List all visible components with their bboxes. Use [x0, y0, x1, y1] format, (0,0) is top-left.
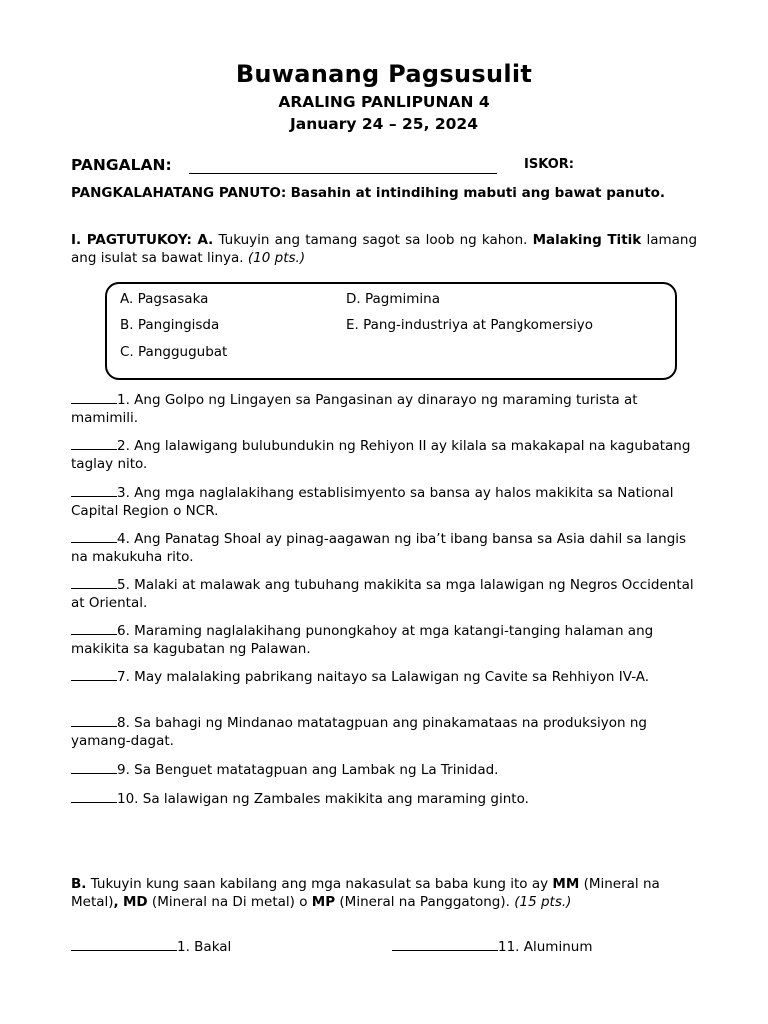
question-text: 7. May malalaking pabrikang naitayo sa Lalawigan ng Cavite sa Rehhiyon IV-A.: [117, 669, 650, 685]
question-text: 3. Ang mga naglalakihang establisimyento sa bansa ay halos makikita sa National Capital Region o NCR.: [71, 485, 674, 519]
exam-date: January 24 – 25, 2024: [289, 115, 478, 133]
part-b-text-1: Tukuyin kung saan kabilang ang mga nakasulat sa baba kung ito ay: [90, 876, 549, 892]
part-a-text-1: Tukuyin ang tamang sagot sa loob ng kahon.: [218, 232, 528, 248]
answer-blank[interactable]: [71, 790, 117, 803]
part-b-instructions: [71, 875, 697, 911]
subject-title: ARALING PANLIPUNAN 4: [278, 93, 490, 111]
general-instructions-text: Basahin at intindihing mabuti ang bawat panuto.: [290, 185, 666, 201]
general-instructions-label: PANGKALAHATANG PANUTO:: [71, 185, 287, 201]
question-item: [71, 622, 697, 658]
choice-c: C. Panggugubat: [120, 344, 228, 360]
choice-a: A. Pagsasaka: [120, 291, 209, 307]
page-title: Buwanang Pagsusulit: [235, 60, 533, 88]
student-info-row: [71, 156, 697, 178]
mp-code: MP: [311, 894, 336, 910]
part-b-item-text: 11. Aluminum: [498, 939, 593, 955]
question-item: [71, 668, 697, 686]
part-b-label: B.: [71, 876, 87, 892]
question-text: 1. Ang Golpo ng Lingayen sa Pangasinan ay dinarayo ng maraming turista at mamimili.: [71, 392, 638, 426]
question-item: [71, 484, 697, 520]
md-description: (Mineral na Di metal) o: [151, 894, 308, 910]
answer-blank[interactable]: [71, 576, 117, 589]
choices-box: [105, 282, 677, 380]
part-a-points: (10 pts.): [247, 250, 306, 266]
question-item: [71, 714, 697, 750]
part-b-points: (15 pts.): [514, 894, 572, 910]
answer-blank[interactable]: [71, 530, 117, 543]
answer-blank[interactable]: [71, 484, 117, 497]
question-text: 6. Maraming naglalakihang punongkahoy at mga katangi-tanging halaman ang makikita sa kagubatan ng Palawan.: [71, 623, 654, 657]
part-a-bold-text: Malaking Titik: [532, 232, 642, 248]
choice-e: E. Pang-industriya at Pangkomersiyo: [346, 317, 593, 333]
question-text: 10. Sa lalawigan ng Zambales makikita ang maraming ginto.: [117, 791, 529, 807]
question-item: [71, 530, 697, 566]
answer-blank[interactable]: [71, 668, 117, 681]
part-a-heading: I. PAGTUTUKOY: A.: [71, 232, 214, 248]
question-text: 8. Sa bahagi ng Mindanao matatagpuan ang pinakamataas na produksiyon ng yamang-dagat.: [71, 715, 647, 749]
part-a-instructions: [71, 231, 697, 267]
part-b-item: [392, 938, 692, 956]
answer-blank[interactable]: [71, 391, 117, 404]
answer-blank[interactable]: [71, 437, 117, 450]
part-b-item: [71, 938, 371, 956]
answer-blank[interactable]: [71, 714, 117, 727]
answer-blank[interactable]: [71, 761, 117, 774]
mm-description: (Mineral na Metal): [71, 876, 660, 910]
name-field[interactable]: [189, 173, 497, 174]
name-label: PANGALAN:: [71, 156, 172, 174]
question-text: 9. Sa Benguet matatagpuan ang Lambak ng La Trinidad.: [117, 762, 499, 778]
general-instructions: [71, 184, 697, 202]
choice-d: D. Pagmimina: [346, 291, 440, 307]
question-item: [71, 437, 697, 473]
question-item: [71, 761, 697, 779]
answer-blank[interactable]: [71, 622, 117, 635]
question-text: 4. Ang Panatag Shoal ay pinag-aagawan ng iba’t ibang bansa sa Asia dahil sa langis na makukuha rito.: [71, 531, 687, 565]
question-text: 5. Malaki at malawak ang tubuhang makikita sa mga lalawigan ng Negros Occidental at Oriental.: [71, 577, 694, 611]
question-text: 2. Ang lalawigang bulubundukin ng Rehiyon II ay kilala sa makakapal na kagubatang taglay nito.: [71, 438, 691, 472]
score-label: ISKOR:: [524, 157, 574, 172]
part-b-item-text: 1. Bakal: [177, 939, 232, 955]
md-code: MD: [122, 894, 148, 910]
answer-blank[interactable]: [71, 938, 177, 951]
part-a-text-2: lamang ang isulat sa bawat linya.: [71, 232, 698, 266]
comma: ,: [113, 894, 119, 910]
question-item: [71, 576, 697, 612]
choice-b: B. Pangingisda: [120, 317, 220, 333]
mm-code: MM: [552, 876, 580, 892]
answer-blank[interactable]: [392, 938, 498, 951]
mp-description: (Mineral na Panggatong).: [339, 894, 510, 910]
question-item: [71, 790, 697, 808]
question-item: [71, 391, 697, 427]
